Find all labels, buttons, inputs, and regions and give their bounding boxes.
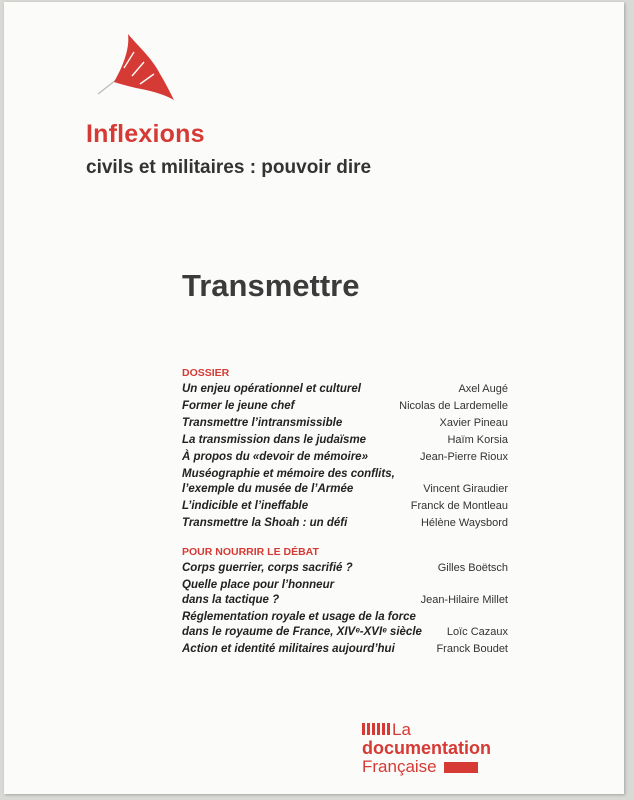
entry-author: Haïm Korsia	[447, 434, 508, 446]
toc-entry	[182, 399, 508, 414]
entry-author: Nicolas de Lardemelle	[399, 400, 508, 412]
toc-entry	[182, 433, 508, 448]
toc-entry	[182, 416, 508, 431]
entry-title: La transmission dans le judaïsme	[182, 434, 367, 446]
entry-title: Réglementation royale et usage de la force dans le royaume de France, XIVᵉ-XVIᵉ siècle	[182, 611, 422, 638]
cover-page	[4, 2, 624, 794]
entry-author: Franck Boudet	[436, 643, 508, 655]
magazine-title: Inflexions	[86, 120, 205, 148]
entry-title: Transmettre l’intransmissible	[182, 417, 343, 429]
publisher-line-2: documentation	[362, 738, 491, 758]
toc-entry	[182, 382, 508, 397]
entry-title: Quelle place pour l’honneur dans la tactique ?	[182, 579, 335, 606]
entry-title: Corps guerrier, corps sacrifié ?	[182, 562, 353, 574]
quill-feather-icon	[88, 28, 180, 108]
entry-author: Gilles Boëtsch	[437, 562, 508, 574]
section-heading-dossier: DOSSIER	[182, 367, 230, 379]
entry-author: Vincent Giraudier	[423, 483, 508, 495]
issue-title: Transmettre	[182, 268, 360, 303]
toc-entry	[182, 499, 508, 514]
toc-entry	[182, 642, 508, 657]
entry-author: Loïc Cazaux	[446, 626, 508, 638]
entry-author: Hélène Waysbord	[420, 517, 508, 529]
table-of-contents	[182, 366, 508, 659]
publisher-logo	[362, 720, 512, 780]
entry-title: L’indicible et l’ineffable	[182, 500, 309, 512]
publisher-line-3: Française	[362, 757, 437, 776]
entry-author: Jean-Pierre Rioux	[419, 451, 508, 463]
toc-entry	[182, 467, 508, 497]
toc-entry	[182, 578, 508, 608]
entry-title: Un enjeu opérationnel et culturel	[182, 383, 361, 395]
publisher-bar-icon	[444, 762, 478, 773]
entry-author: Jean-Hilaire Millet	[420, 594, 508, 606]
entry-author: Axel Augé	[458, 383, 508, 395]
entry-author: Xavier Pineau	[439, 417, 508, 429]
entry-title: Transmettre la Shoah : un défi	[182, 517, 348, 529]
entry-title: Former le jeune chef	[182, 400, 295, 412]
section-heading-debat: POUR NOURRIR LE DÉBAT	[182, 546, 319, 558]
toc-entry	[182, 561, 508, 576]
toc-entry	[182, 450, 508, 465]
entry-author: Franck de Montleau	[410, 500, 508, 512]
entry-title: Muséographie et mémoire des conflits, l’exemple du musée de l’Armée	[182, 468, 395, 495]
entry-title: Action et identité militaires aujourd’hui	[182, 643, 395, 655]
stripes-icon	[362, 723, 390, 735]
entry-title: À propos du «devoir de mémoire»	[182, 451, 368, 463]
magazine-tagline: civils et militaires : pouvoir dire	[86, 157, 372, 178]
publisher-line-1: La	[392, 720, 411, 739]
toc-entry	[182, 610, 508, 640]
toc-entry	[182, 516, 508, 531]
